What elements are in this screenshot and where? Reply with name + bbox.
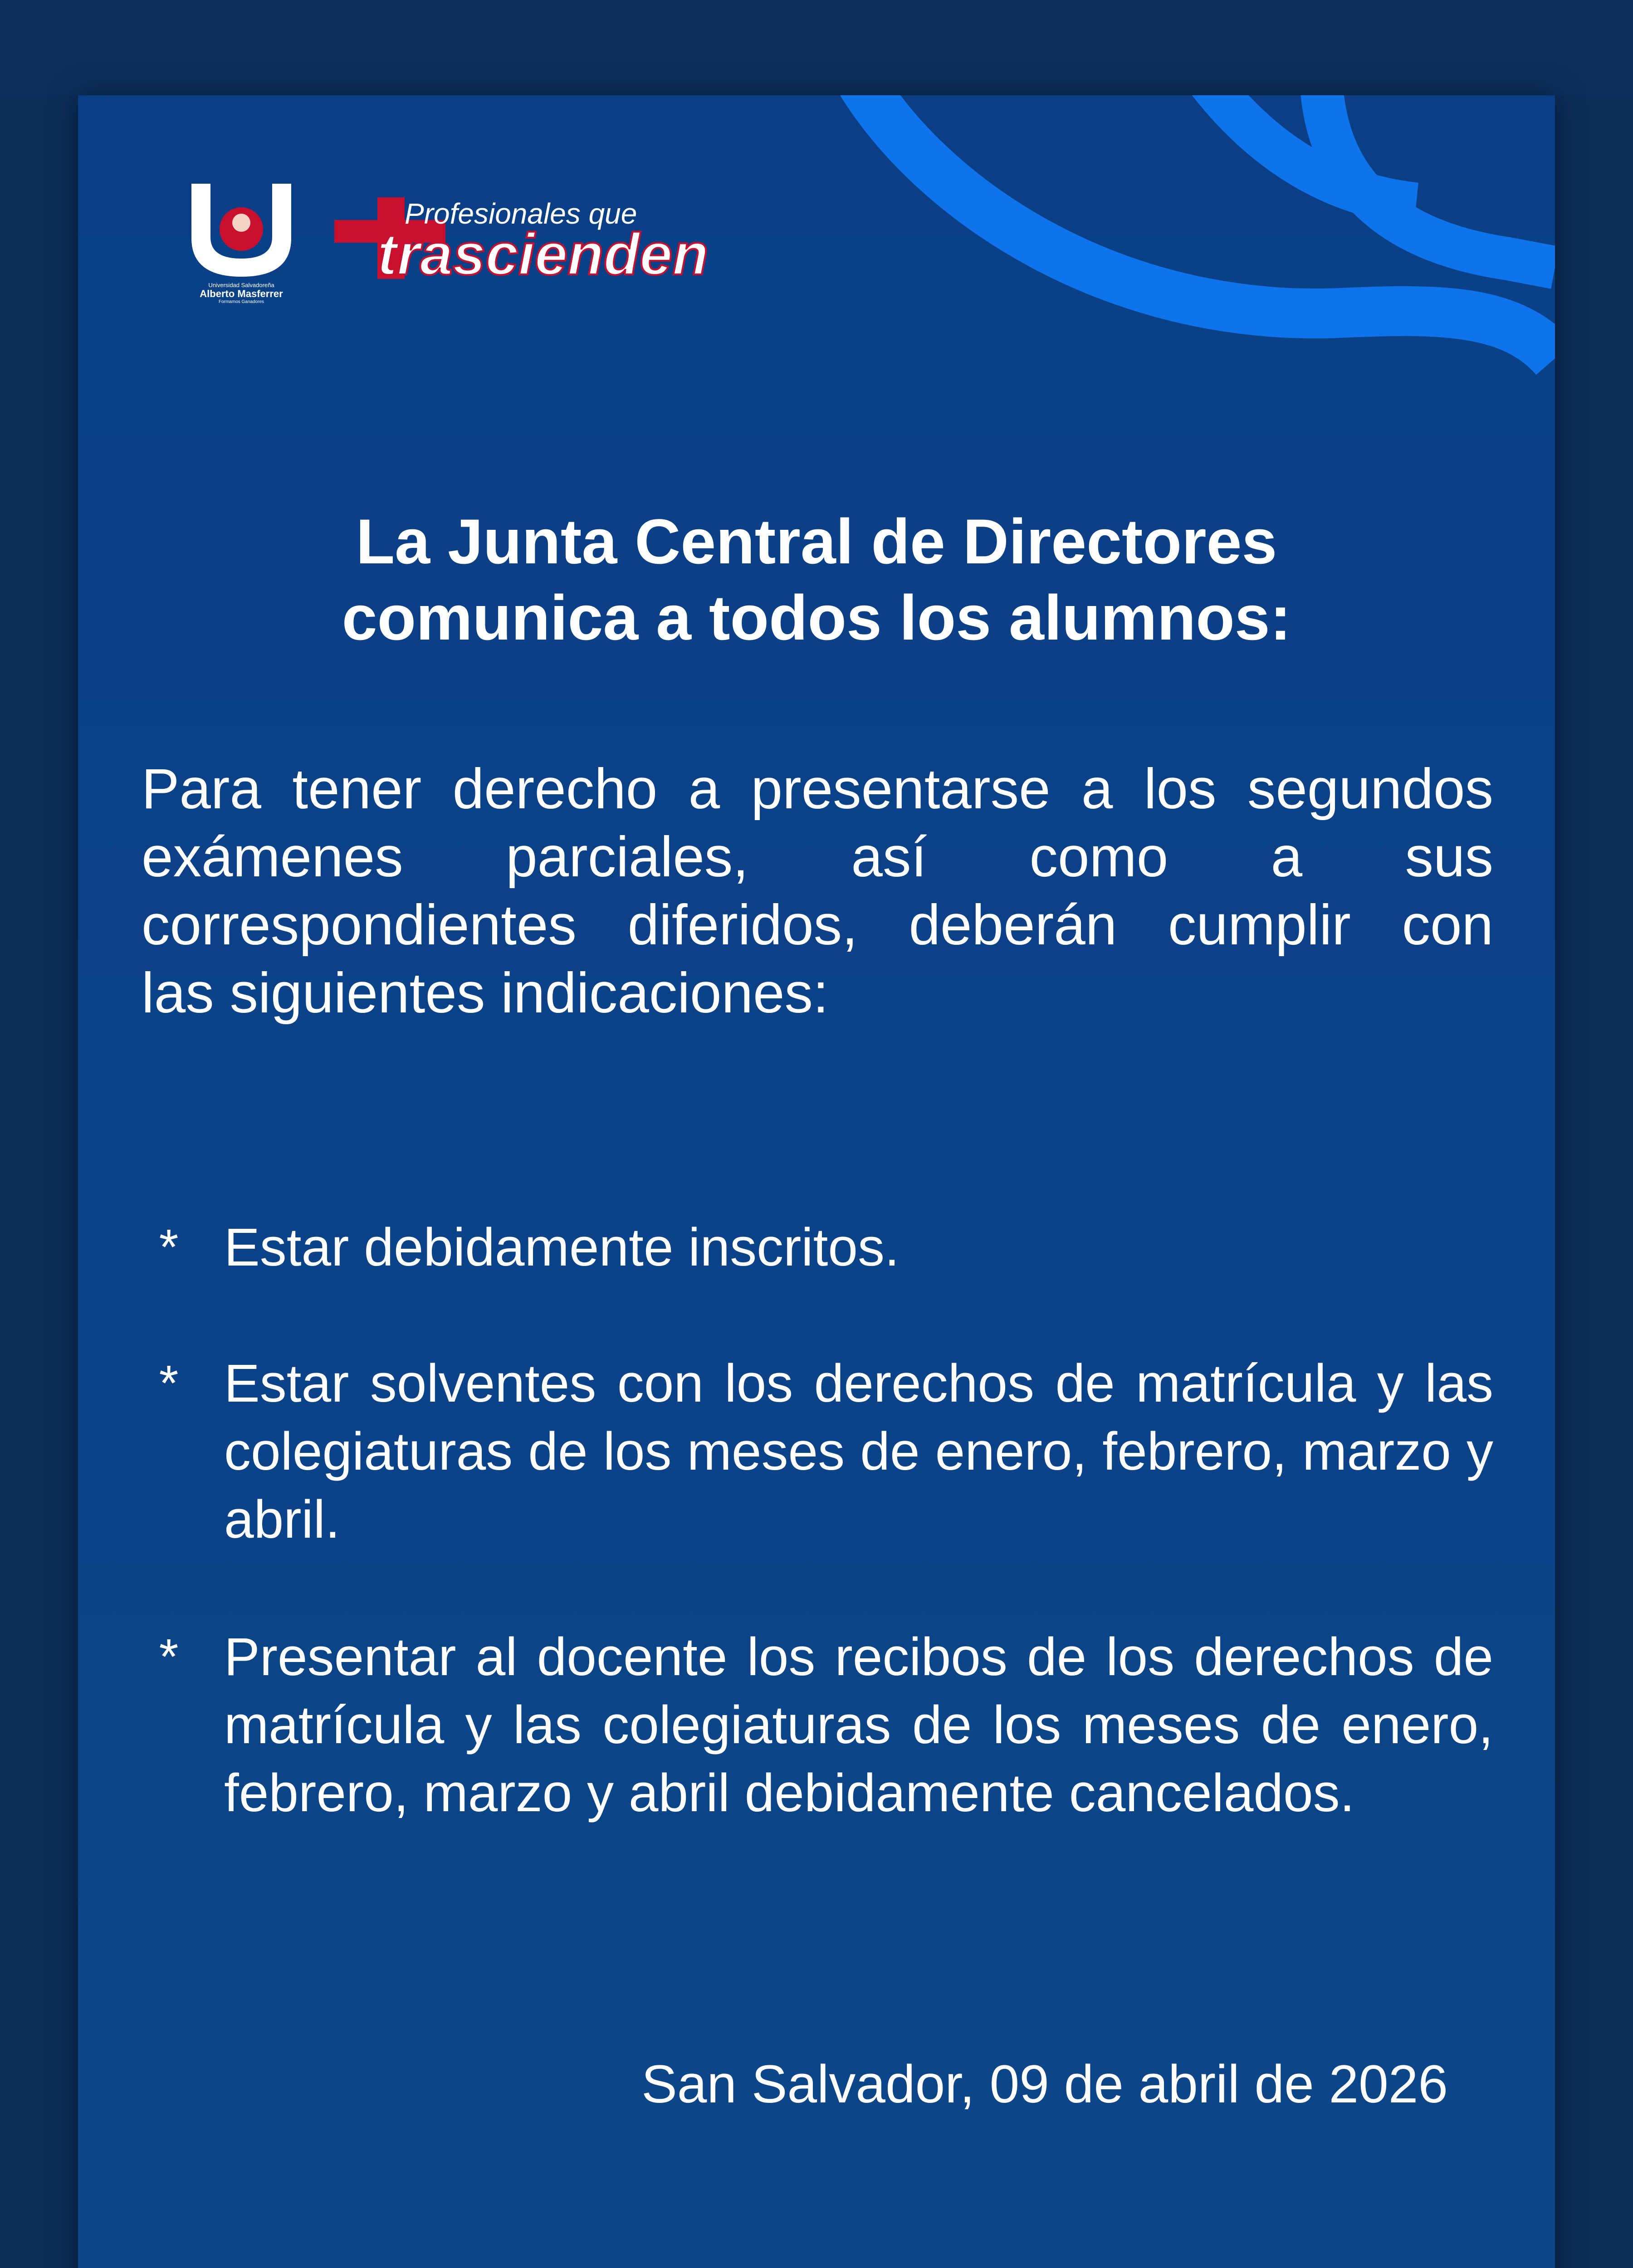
requirement-line: colegiaturas de los meses de enero, febrero, marzo y: [224, 1422, 1493, 1481]
requirement-text: [224, 1623, 1493, 1827]
intro-line3: correspondientes diferidos, deberán cumplir con: [142, 894, 1493, 957]
campaign-title: trascienden: [377, 221, 709, 287]
requirement-text: [224, 1213, 1493, 1281]
requirement-line: Estar solventes con los derechos de matrícula y las: [224, 1354, 1493, 1413]
place-and-date: San Salvador, 09 de abril de 2026: [641, 2054, 1448, 2114]
intro-line2: exámenes parciales, así como a sus: [142, 826, 1493, 889]
campaign-logo: [309, 188, 754, 293]
requirement-line: febrero, marzo y abril debidamente cancelados.: [224, 1763, 1355, 1823]
headline: [78, 503, 1555, 656]
campaign-tagline: Profesionales que: [405, 197, 637, 230]
requirement-text: [224, 1349, 1493, 1554]
bullet-asterisk: *: [159, 1629, 179, 1685]
portrait-face: [232, 214, 250, 232]
requirement-line: Presentar al docente los recibos de los derechos de: [224, 1627, 1493, 1687]
bullet-asterisk: *: [159, 1355, 179, 1411]
announcement-card: [78, 95, 1555, 2268]
requirement-line: Estar debidamente inscritos.: [224, 1217, 900, 1277]
intro-line1: Para tener derecho a presentarse a los segundos: [142, 758, 1493, 821]
university-name-line2: Alberto Masferrer: [200, 288, 283, 299]
university-logo: [173, 184, 309, 304]
intro-paragraph: [142, 755, 1493, 1027]
headline-line2: comunica a todos los alumnos:: [342, 582, 1291, 653]
intro-line4: las siguientes indicaciones:: [142, 962, 829, 1025]
bullet-asterisk: *: [159, 1219, 179, 1275]
university-motto: Formamos Ganadores: [218, 299, 264, 304]
top-frame: [0, 0, 1633, 95]
requirement-line: matrícula y las colegiaturas de los meses de enero,: [224, 1695, 1493, 1755]
headline-line1: La Junta Central de Directores: [356, 506, 1277, 577]
requirement-line: abril.: [224, 1490, 340, 1549]
university-name-line1: Universidad Salvadoreña: [208, 282, 274, 288]
